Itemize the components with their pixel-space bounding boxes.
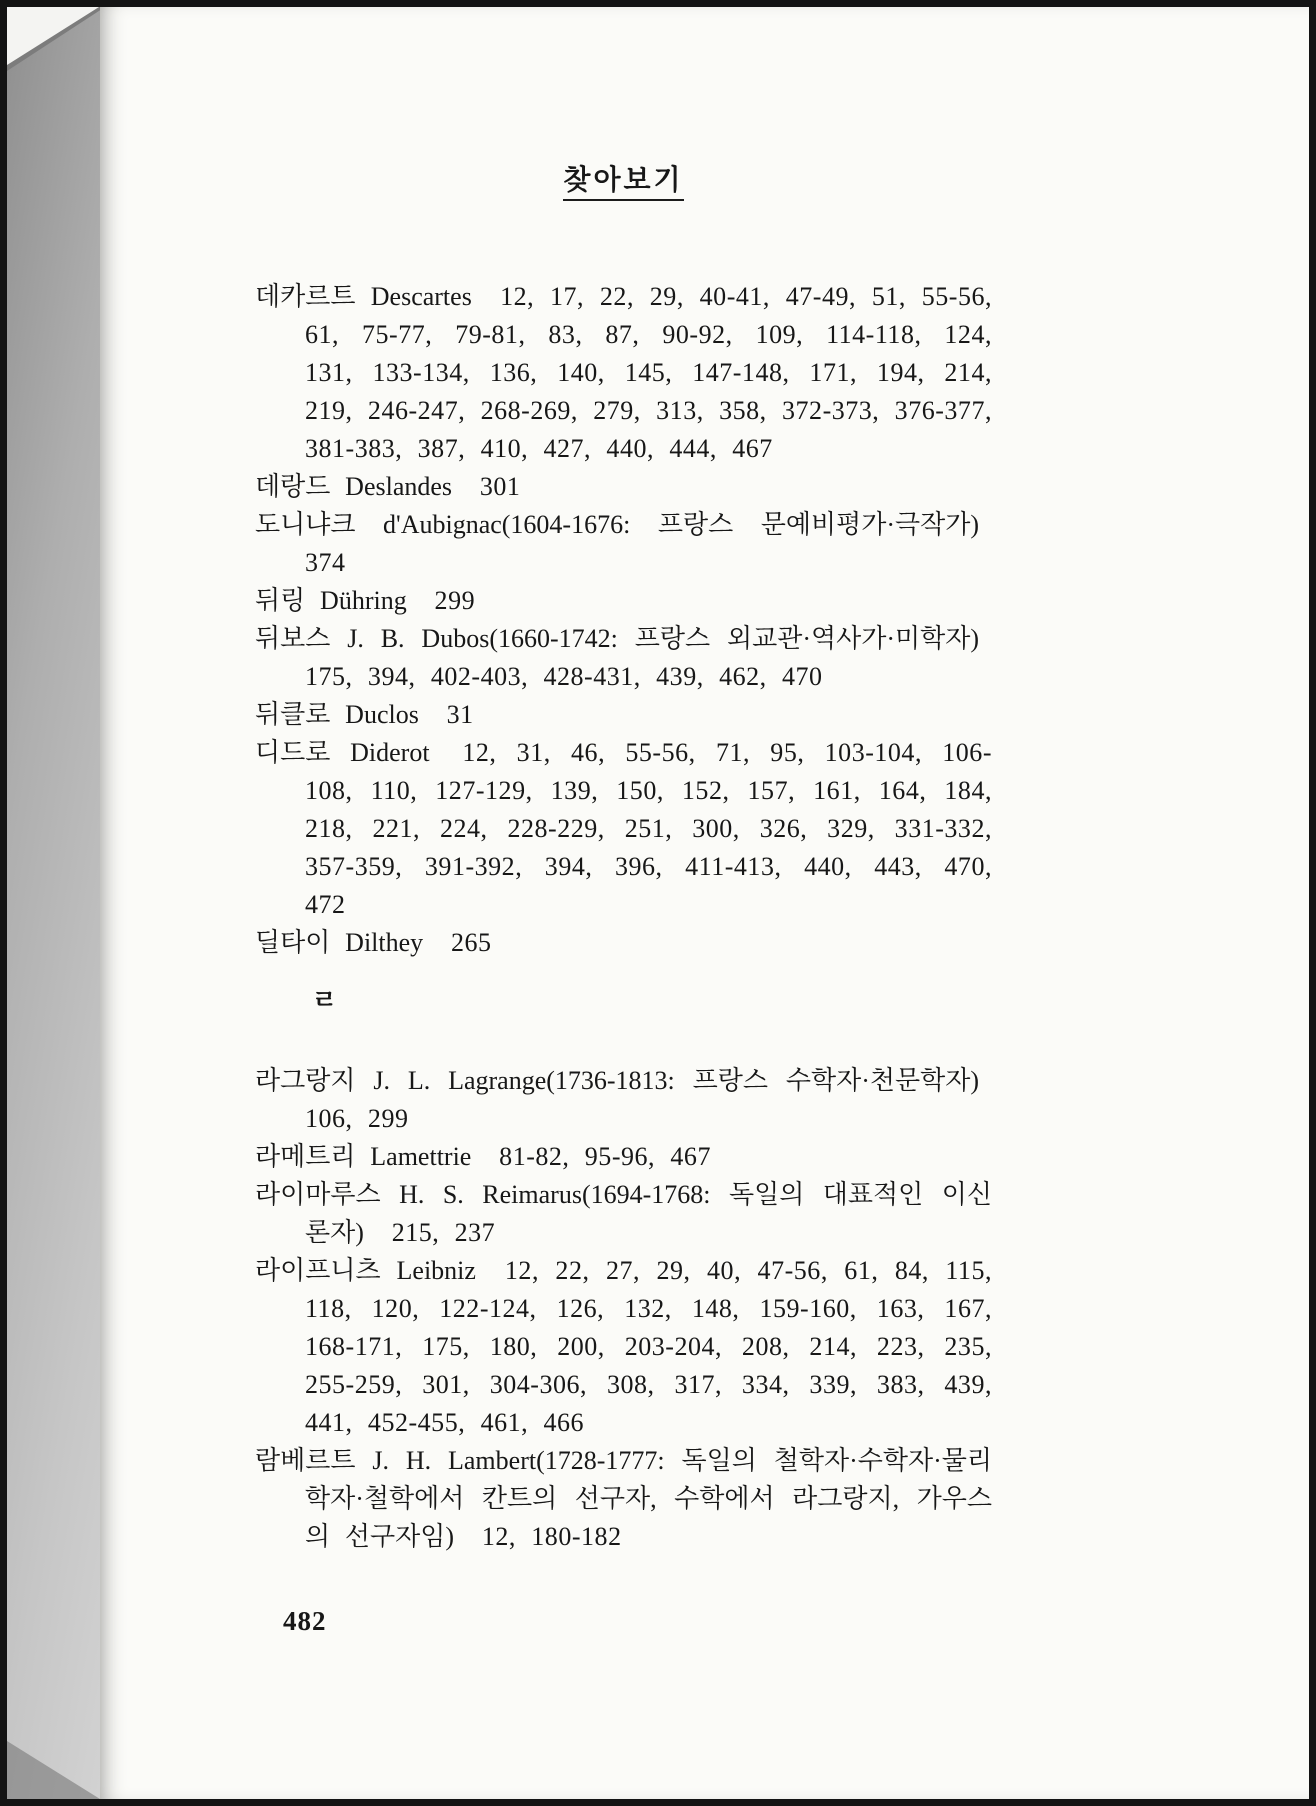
entry-pages: 12, 17, 22, 29, 40-41, 47-49, 51, 55-56, 61, 75-77, 79-81, 83, 87, 90-92, 109, 114-118, 124, 131, 133-134, 136, 140, 145, 147-148, 171, 194, 214, 219, 246-247, 268-269, 279, 313, 358, 372-373, 376-377, 381-383, 387, 410, 427, 440, 444, 467 bbox=[305, 282, 993, 463]
entry-pages: 12, 31, 46, 55-56, 71, 95, 103-104, 106-108, 110, 127-129, 139, 150, 152, 157, 161, 164, 184, 218, 221, 224, 228-229, 251, 300, 326, 329, 331-332, 357-359, 391-392, 394, 396, 411-413, 440, 443, 470, 472 bbox=[305, 738, 993, 919]
index-entry bbox=[255, 468, 992, 506]
index-entry bbox=[255, 620, 992, 696]
entry-pages: 106, 299 bbox=[305, 1104, 409, 1133]
book-page bbox=[100, 7, 1309, 1799]
index-entry bbox=[255, 1252, 992, 1442]
entry-pages: 31 bbox=[446, 700, 474, 729]
entry-pages: 12, 180-182 bbox=[481, 1522, 622, 1551]
index-entry bbox=[255, 506, 992, 582]
index-entry bbox=[255, 734, 992, 924]
index-entry bbox=[255, 582, 992, 620]
index-entry bbox=[255, 1176, 992, 1252]
book-edge-bottom bbox=[7, 1741, 100, 1799]
index-entry bbox=[255, 278, 992, 468]
entry-pages: 265 bbox=[450, 928, 492, 957]
entry-pages: 374 bbox=[305, 548, 346, 577]
entry-pages: 175, 394, 402-403, 428-431, 439, 462, 470 bbox=[305, 662, 823, 691]
index-page-content bbox=[255, 7, 992, 1640]
index-entry bbox=[255, 924, 992, 962]
section-header: ㄹ bbox=[312, 986, 338, 1015]
index-entry bbox=[255, 1062, 992, 1138]
entry-name: 라메트리 Lamettrie bbox=[255, 1142, 472, 1171]
page-number: 482 bbox=[283, 1606, 327, 1636]
book bbox=[7, 7, 1309, 1799]
index-entry bbox=[255, 1138, 992, 1176]
entry-name: 라이프니츠 Leibniz bbox=[255, 1256, 476, 1285]
index-entry bbox=[255, 1442, 992, 1556]
index-entry bbox=[255, 696, 992, 734]
book-page-edge bbox=[7, 7, 100, 1799]
title-row bbox=[255, 162, 992, 200]
entry-name: 데랑드 Deslandes bbox=[255, 472, 453, 501]
entry-name: 뒤링 Dühring bbox=[255, 586, 407, 615]
entry-pages: 12, 22, 27, 29, 40, 47-56, 61, 84, 115, 118, 120, 122-124, 126, 132, 148, 159-160, 163, 167, 168-171, 175, 180, 200, 203-204, 208, 214, 223, 235, 255-259, 301, 304-306, 308, 317, 334, 339, 383, 439, 441, 452-455, 461, 466 bbox=[305, 1256, 992, 1437]
entry-pages: 301 bbox=[479, 472, 521, 501]
entry-name: 도니냐크 d'Aubignac(1604-1676: 프랑스 문예비평가·극작가) bbox=[255, 510, 979, 539]
entry-name: 디드로 Diderot bbox=[255, 738, 430, 767]
entry-pages: 81-82, 95-96, 467 bbox=[499, 1142, 711, 1171]
entry-pages: 299 bbox=[434, 586, 476, 615]
entry-name: 데카르트 Descartes bbox=[255, 282, 472, 311]
page-title: 찾아보기 bbox=[563, 165, 683, 201]
entry-name: 라이마루스 H. S. Reimarus(1694-1768: 독일의 대표적인 이신론자) bbox=[255, 1180, 992, 1247]
entry-name: 뒤클로 Duclos bbox=[255, 700, 419, 729]
entry-name: 딜타이 Dilthey bbox=[255, 928, 424, 957]
entry-name: 라그랑지 J. L. Lagrange(1736-1813: 프랑스 수학자·천문학자) bbox=[255, 1066, 979, 1095]
index-entries bbox=[255, 278, 992, 1556]
entry-name: 뒤보스 J. B. Dubos(1660-1742: 프랑스 외교관·역사가·미학자) bbox=[255, 624, 979, 653]
entry-name: 람베르트 J. H. Lambert(1728-1777: 독일의 철학자·수학자·물리학자·철학에서 칸트의 선구자, 수학에서 라그랑지, 가우스의 선구자임) bbox=[255, 1446, 992, 1551]
entry-pages: 215, 237 bbox=[391, 1218, 496, 1247]
